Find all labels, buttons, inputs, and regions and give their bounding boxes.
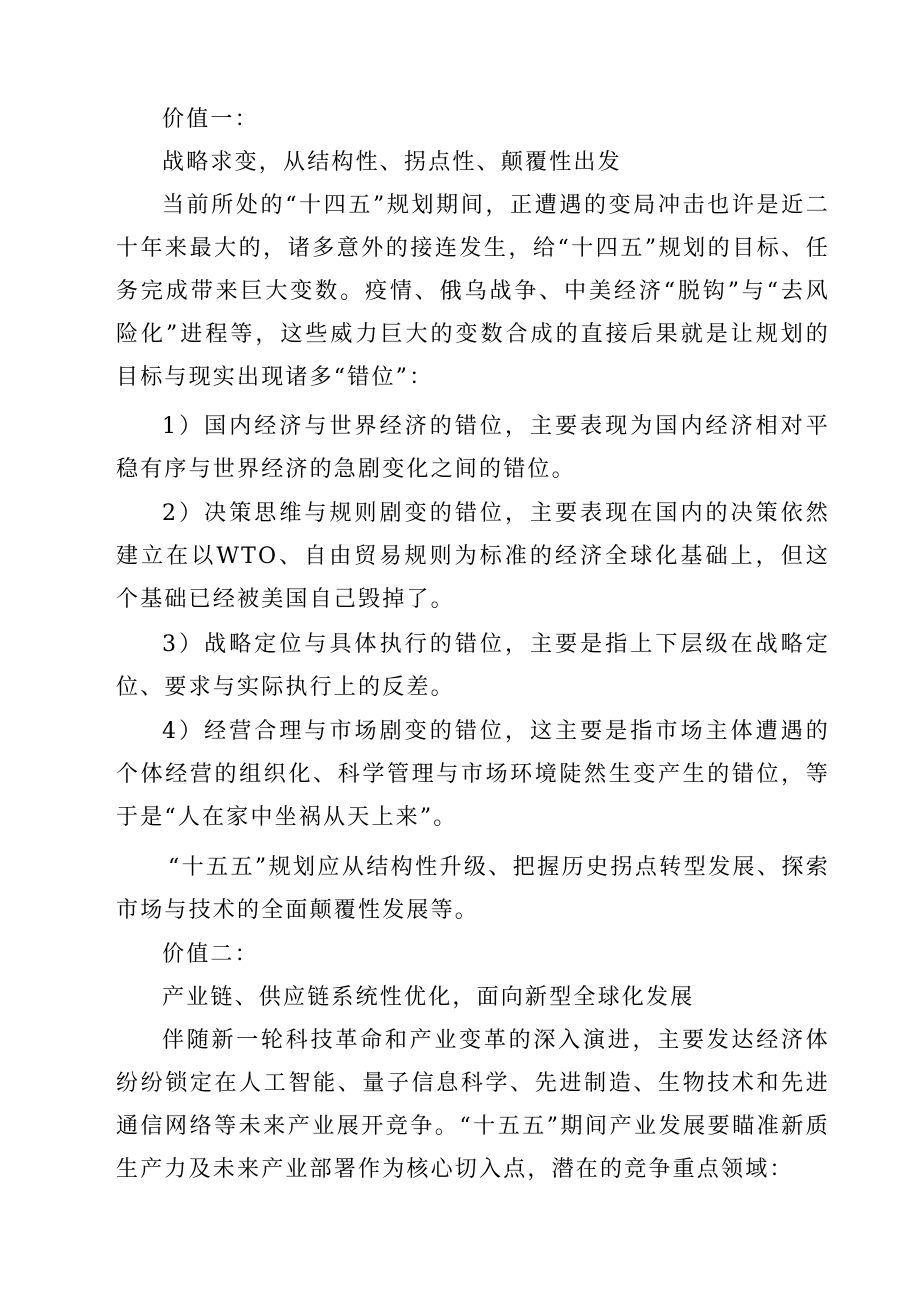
paragraph-current-situation: 当前所处的“十四五”规划期间，正遭遇的变局冲击也许是近二十年来最大的，诸多意外的接连发生，给“十四五”规划的目标、任务完成带来巨大变数。疫情、俄乌战争、中美经济“脱钩”与“去风险化”进程等，这些威力巨大的变数合成的直接后果就是让规划的目标与现实出现诸多“错位”： bbox=[116, 193, 830, 390]
list-item-3: 3）战略定位与具体执行的错位，主要是指上下层级在战略定位、要求与实际执行上的反差。 bbox=[116, 632, 830, 700]
value-two-title: 产业链、供应链系统性优化，面向新型全球化发展 bbox=[162, 985, 695, 1010]
value-one-title: 战略求变，从结构性、拐点性、颠覆性出发 bbox=[162, 150, 622, 175]
list-item-1: 1）国内经济与世界经济的错位，主要表现为国内经济相对平稳有序与世界经济的急剧变化之间的错位。 bbox=[116, 414, 830, 482]
paragraph-fifteenth-plan: “十五五”规划应从结构性升级、把握历史拐点转型发展、探索市场与技术的全面颠覆性发展等。 bbox=[116, 855, 830, 923]
value-two-heading: 价值二： bbox=[162, 942, 259, 967]
list-item-2: 2）决策思维与规则剧变的错位，主要表现在国内的决策依然建立在以WTO、自由贸易规则为标准的经济全球化基础上，但这个基础已经被美国自己毁掉了。 bbox=[116, 501, 830, 612]
paragraph-industry-development: 伴随新一轮科技革命和产业变革的深入演进，主要发达经济体纷纷锁定在人工智能、量子信息科学、先进制造、生物技术和先进通信网络等未来产业展开竞争。“十五五”期间产业发展要瞄准新质生产力及未来产业部署作为核心切入点，潜在的竞争重点领域： bbox=[116, 1028, 830, 1182]
list-item-4: 4）经营合理与市场剧变的错位，这主要是指市场主体遭遇的个体经营的组织化、科学管理与市场环境陡然生变产生的错位，等于是“人在家中坐祸从天上来”。 bbox=[116, 719, 830, 830]
value-one-heading: 价值一： bbox=[162, 107, 259, 132]
